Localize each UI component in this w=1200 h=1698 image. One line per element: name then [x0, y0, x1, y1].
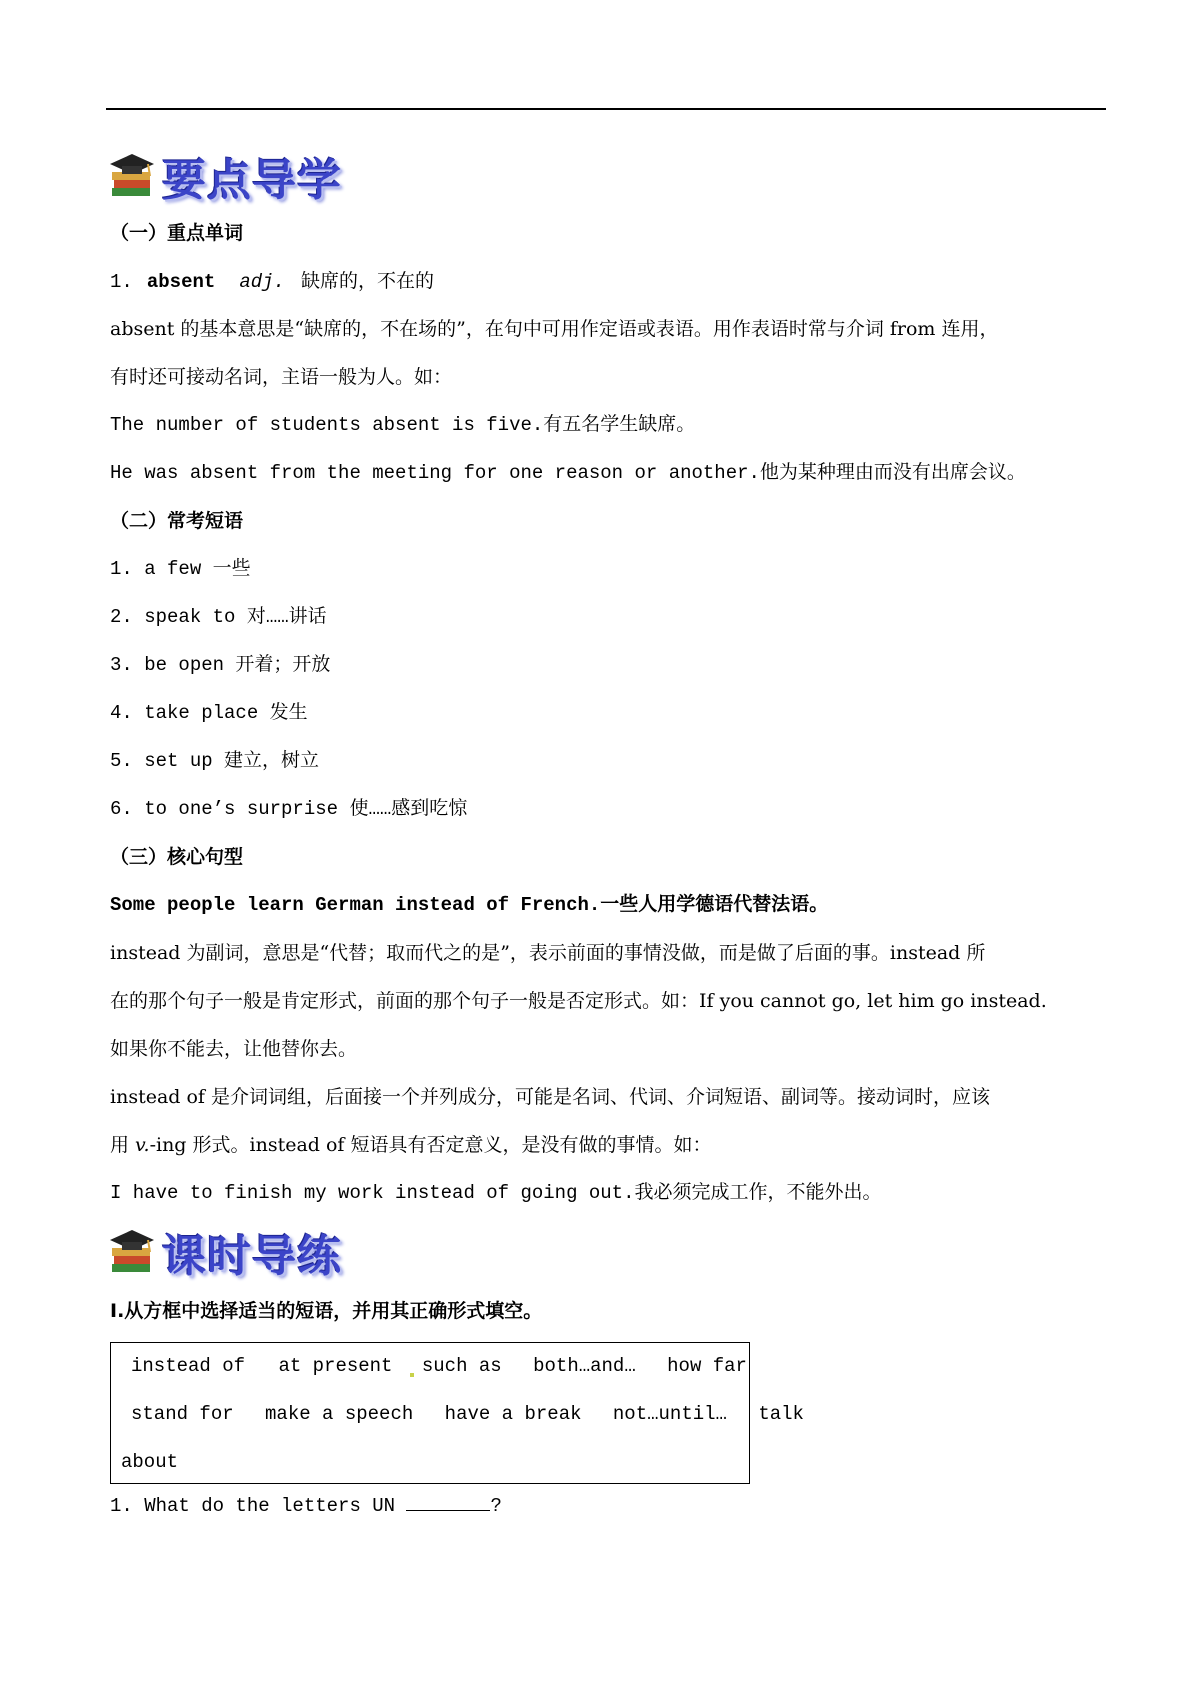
section-title: 要点导学: [162, 155, 342, 206]
phrase-item: 1. a few 一些: [110, 558, 251, 580]
header-rule: [106, 108, 1106, 110]
example-sentence: The number of students absent is five.有五名学生缺席。: [110, 414, 696, 436]
box-phrase: not…until…: [612, 1403, 727, 1425]
paragraph: 如果你不能去，让他替你去。: [110, 1038, 358, 1060]
box-phrase: both…and…: [533, 1355, 636, 1377]
paragraph: instead of 是介词词组，后面接一个并列成分，可能是名词、代词、介词短语、副词等。接动词时，应该: [110, 1086, 990, 1108]
word-entry: [110, 268, 1105, 295]
paragraph: instead 为副词，意思是“代替；取而代之的是”，表示前面的事情没做，而是做了后面的事。instead 所: [110, 942, 986, 964]
word-number: 1.: [110, 271, 133, 293]
example-sentence: He was absent from the meeting for one reason or another.他为某种理由而没有出席会议。: [110, 462, 1026, 484]
word-meaning: 缺席的，不在的: [300, 270, 434, 292]
text-fragment-italic: v.: [135, 1134, 150, 1156]
word-pos: adj.: [239, 271, 285, 293]
graduation-cap-books-icon: [108, 1226, 156, 1278]
word-term: absent: [146, 271, 216, 293]
section-banner-1: [108, 146, 342, 206]
phrase-box-row: [121, 1449, 178, 1475]
key-sentence: Some people learn German instead of French.一些人用学德语代替法语。: [110, 894, 829, 916]
paragraph: 有时还可接动名词，主语一般为人。如：: [110, 366, 453, 388]
paragraph: 在的那个句子一般是肯定形式，前面的那个句子一般是否定形式。如：If you cannot go, let him go instead.: [110, 990, 1047, 1012]
answer-blank[interactable]: [406, 1492, 490, 1511]
text-fragment: 用: [110, 1134, 136, 1156]
phrase-item: 3. be open 开着；开放: [110, 654, 331, 676]
box-phrase: stand for: [131, 1403, 234, 1425]
box-phrase: talk: [758, 1403, 804, 1425]
heading-sentence-patterns: （三）核心句型: [110, 846, 244, 868]
stray-dot: [410, 1373, 414, 1377]
phrase-box-row: [131, 1401, 804, 1427]
phrase-item: 5. set up 建立，树立: [110, 750, 320, 772]
question-text: 1. What do the letters UN: [110, 1495, 407, 1517]
box-phrase: at present: [278, 1355, 393, 1377]
phrase-box: [110, 1342, 804, 1484]
paragraph: absent 的基本意思是“缺席的，不在场的”，在句中可用作定语或表语。用作表语时常与介词 from 连用，: [110, 318, 999, 340]
phrase-item: 4. take place 发生: [110, 702, 308, 724]
phrase-box-row: [131, 1353, 747, 1379]
box-phrase: have a break: [444, 1403, 582, 1425]
section-banner-2: [108, 1222, 342, 1282]
section-title: 课时导练: [162, 1231, 342, 1282]
box-phrase: about: [121, 1451, 179, 1473]
box-phrase: such as: [421, 1355, 502, 1377]
heading-key-words: （一）重点单词: [110, 222, 244, 244]
exercise-instruction: Ⅰ.从方框中选择适当的短语，并用其正确形式填空。: [110, 1300, 543, 1322]
text-fragment: -ing 形式。instead of 短语具有否定意义，是没有做的事情。如：: [149, 1134, 712, 1156]
box-phrase: make a speech: [265, 1403, 414, 1425]
paragraph: [110, 1132, 1105, 1158]
graduation-cap-books-icon: [108, 150, 156, 202]
box-phrase: how far: [667, 1355, 747, 1377]
box-phrase: instead of: [131, 1355, 246, 1377]
phrase-item: 6. to one’s surprise 使……感到吃惊: [110, 798, 468, 820]
heading-phrases: （二）常考短语: [110, 510, 244, 532]
phrase-item: 2. speak to 对……讲话: [110, 606, 327, 628]
question-1: [110, 1492, 1105, 1519]
example-sentence: I have to finish my work instead of going out.我必须完成工作，不能外出。: [110, 1182, 882, 1204]
question-text: ?: [490, 1495, 502, 1517]
